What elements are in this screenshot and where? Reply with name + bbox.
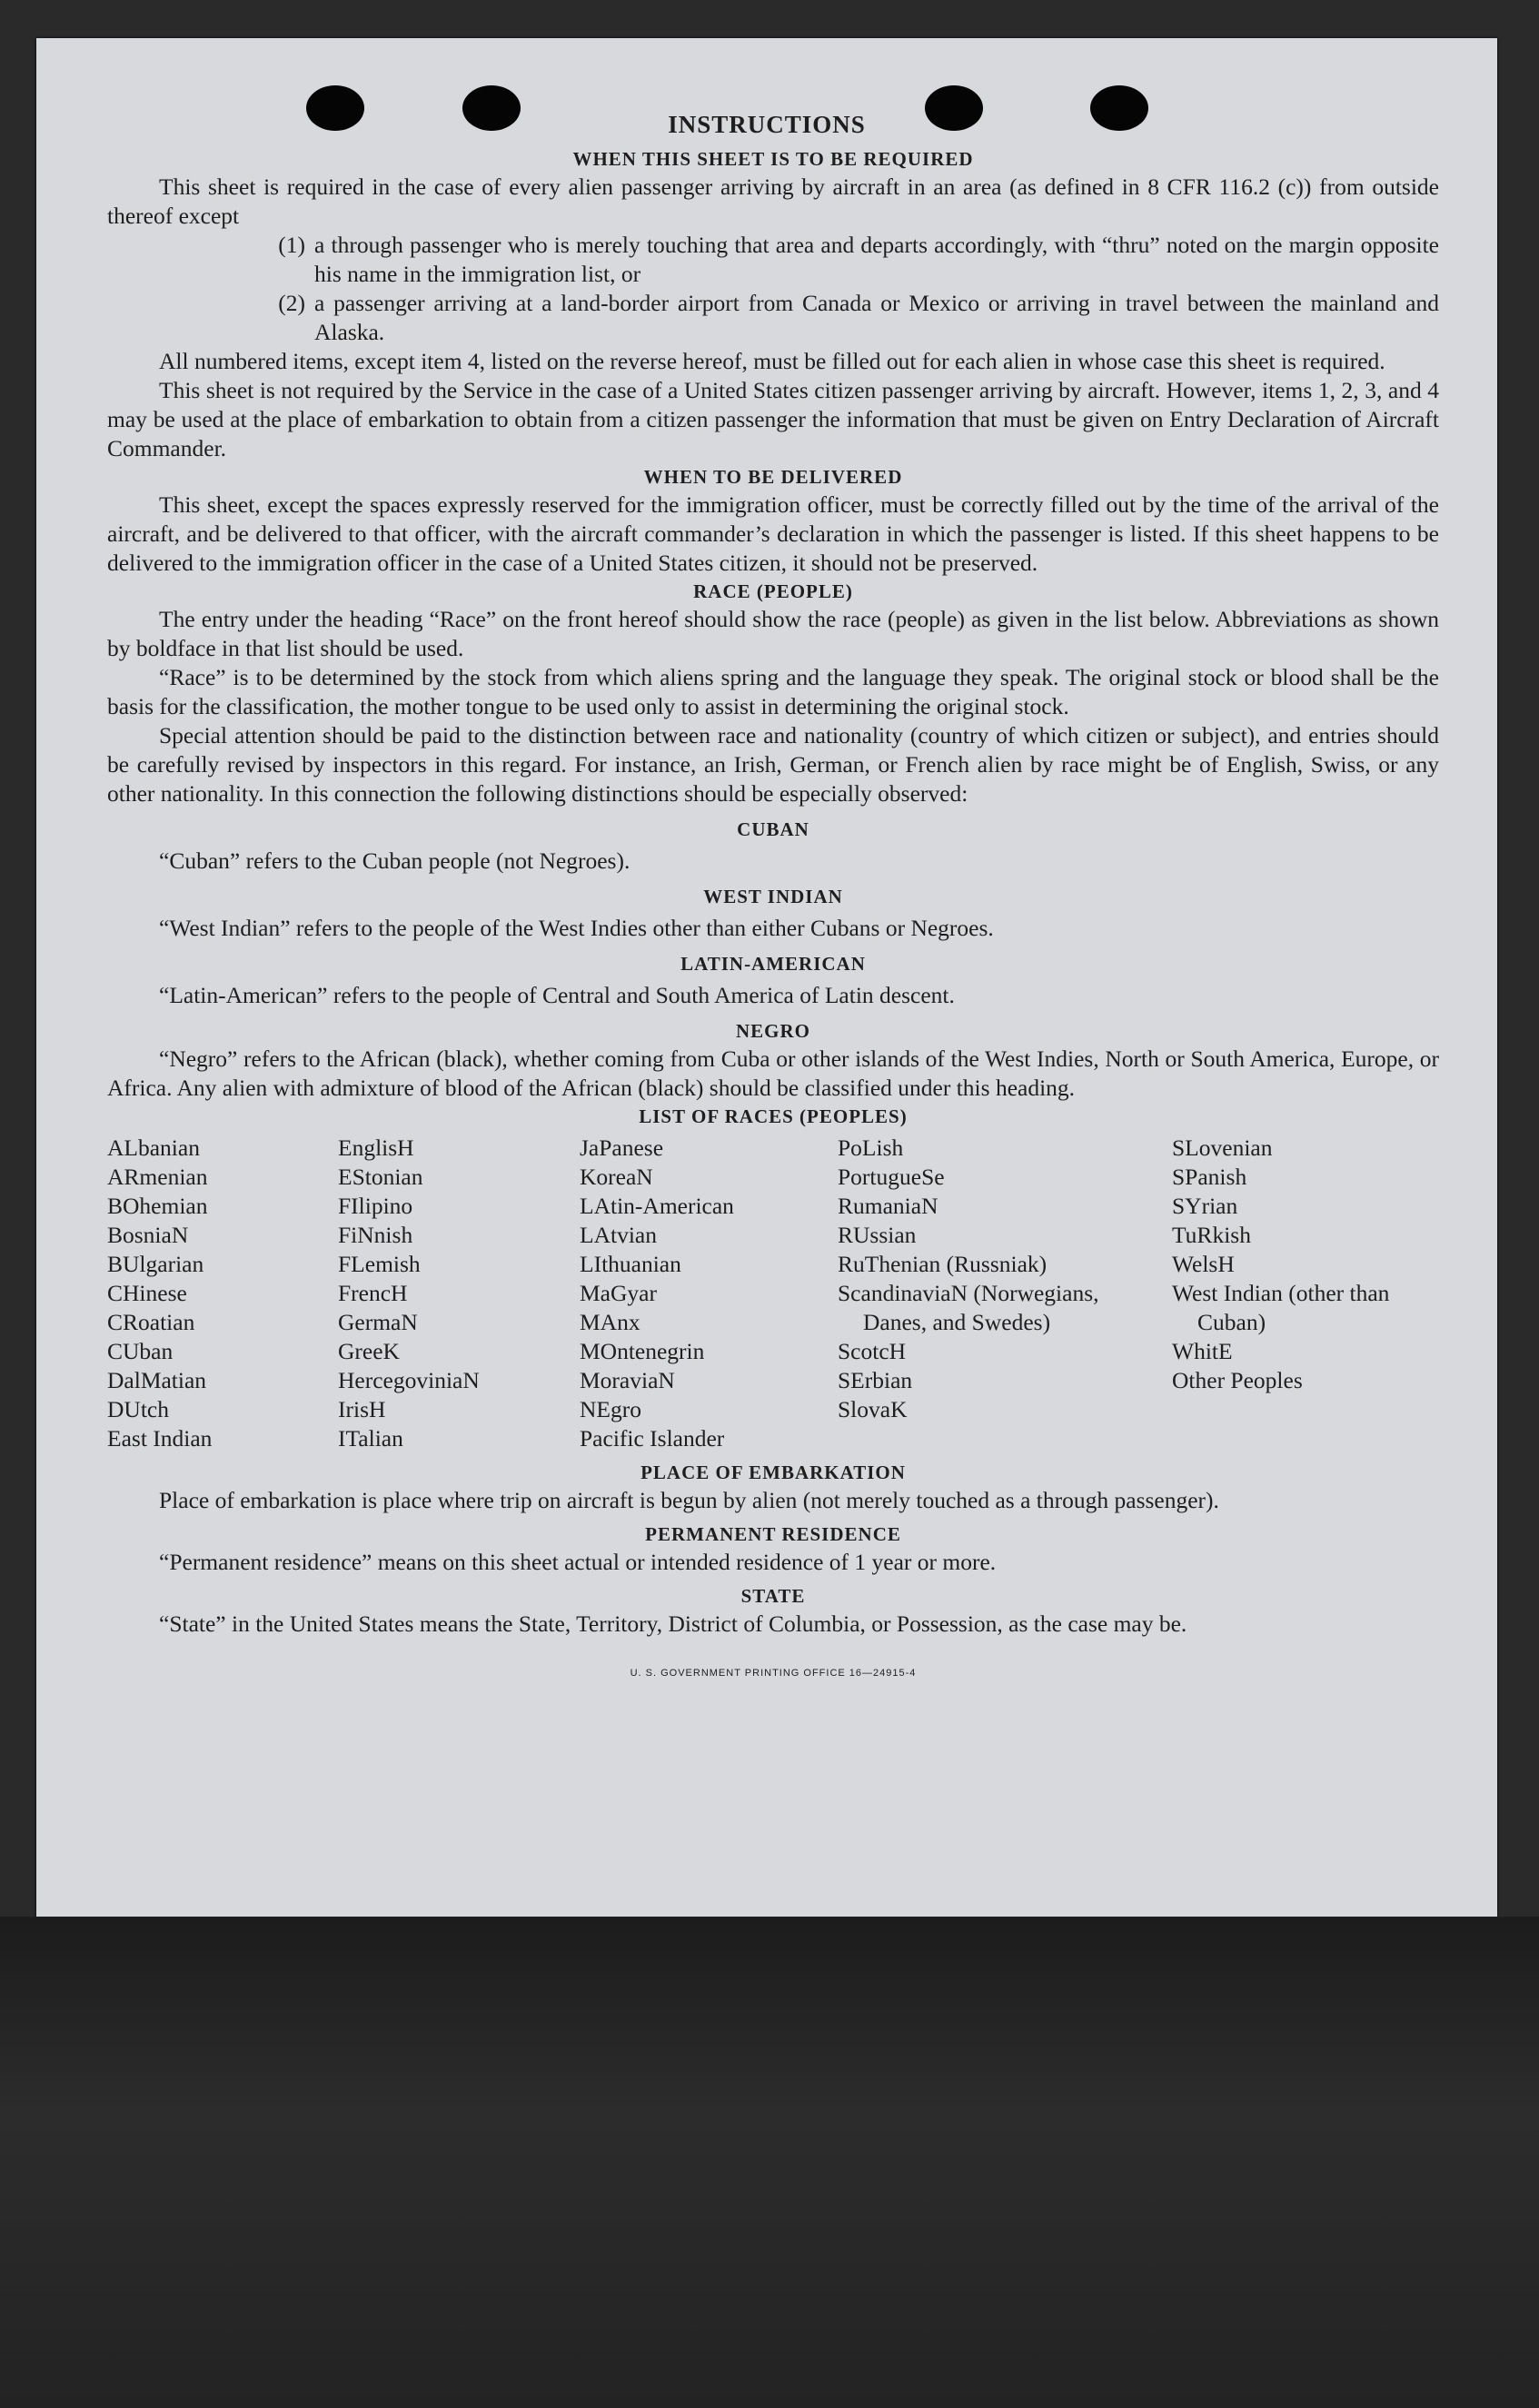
paragraph: “Cuban” refers to the Cuban people (not Negroes). bbox=[159, 847, 630, 874]
race-item: SYrian bbox=[1172, 1193, 1238, 1219]
race-item: BOhemian bbox=[107, 1193, 208, 1219]
race-item: CRoatian bbox=[107, 1309, 195, 1335]
race-item: FiNnish bbox=[338, 1222, 413, 1248]
race-item: HercegoviniaN bbox=[338, 1367, 480, 1393]
race-item: SErbian bbox=[838, 1367, 913, 1393]
page-title: INSTRUCTIONS bbox=[668, 111, 866, 138]
instructions-body bbox=[107, 145, 1439, 1688]
race-item: GermaN bbox=[338, 1309, 418, 1335]
race-item: PoLish bbox=[838, 1135, 904, 1161]
paragraph: “West Indian” refers to the people of the West Indies other than either Cubans or Negroes. bbox=[159, 915, 994, 941]
section-heading: PERMANENT RESIDENCE bbox=[645, 1523, 901, 1545]
race-item: RumaniaN bbox=[838, 1193, 938, 1219]
race-item: BUlgarian bbox=[107, 1251, 204, 1277]
race-column bbox=[338, 1134, 580, 1453]
document-page bbox=[36, 38, 1497, 1917]
paragraph: All numbered items, except item 4, listed on the reverse hereof, must be filled out for each alien in whose case this sheet is required. bbox=[159, 348, 1385, 374]
section-heading: NEGRO bbox=[735, 1020, 810, 1042]
paragraph: “Negro” refers to the African (black), whether coming from Cuba or other islands of the West Indies, North or South America, Europe, or Africa. Any alien with admixture of blood of the African (black) should be classified under this heading. bbox=[107, 1045, 1439, 1101]
race-column bbox=[107, 1134, 338, 1453]
race-item: SlovaK bbox=[838, 1396, 908, 1422]
race-item: FrencH bbox=[338, 1280, 408, 1306]
race-list bbox=[107, 1134, 1439, 1453]
paragraph: Special attention should be paid to the distinction between race and nationality (country of which citizen or subject), and entries should be carefully revised by inspectors in this regard. For instance, an Irish, German, or French alien by race might be of English, Swiss, or any other nationality. In this connection the following distinctions should be especially observed: bbox=[107, 722, 1439, 807]
race-column bbox=[838, 1134, 1103, 1453]
race-item: SPanish bbox=[1172, 1164, 1247, 1190]
list-item: (1) a through passenger who is merely touching that area and departs accordingly, with “thru” noted on the margin opposite his name in the immigration list, or bbox=[278, 232, 1439, 287]
race-item: LAtvian bbox=[580, 1222, 657, 1248]
race-item: BosniaN bbox=[107, 1222, 189, 1248]
race-item: ALbanian bbox=[107, 1135, 200, 1161]
paragraph: The entry under the heading “Race” on the front hereof should show the race (people) as given in the list below. Abbreviations as shown by boldface in that list should be used. bbox=[107, 606, 1439, 661]
race-item: DalMatian bbox=[107, 1367, 207, 1393]
race-item: WelsH bbox=[1172, 1251, 1235, 1277]
race-item: ARmenian bbox=[107, 1164, 208, 1190]
race-item: TuRkish bbox=[1172, 1222, 1251, 1248]
race-item: LIthuanian bbox=[580, 1251, 681, 1277]
race-item: KoreaN bbox=[580, 1164, 653, 1190]
race-column bbox=[1172, 1134, 1408, 1453]
section-heading: RACE (PEOPLE) bbox=[693, 580, 853, 602]
race-item: EnglisH bbox=[338, 1135, 414, 1161]
section-heading: WHEN THIS SHEET IS TO BE REQUIRED bbox=[572, 148, 974, 170]
race-item: CUban bbox=[107, 1338, 174, 1364]
race-item: Pacific Islander bbox=[580, 1425, 725, 1452]
race-item: GreeK bbox=[338, 1338, 400, 1364]
scan-background bbox=[0, 1917, 1539, 2408]
paragraph: This sheet, except the spaces expressly reserved for the immigration officer, must be correctly filled out by the time of the arrival of the aircraft, and be delivered to that officer, with the aircraft commander’s declaration in which the passenger is listed. If this sheet happens to be delivered to the immigration officer in the case of a United States citizen, it should not be preserved. bbox=[107, 491, 1439, 576]
list-item: (2) a passenger arriving at a land-border airport from Canada or Mexico or arriving in travel between the mainland and Alaska. bbox=[278, 290, 1439, 345]
race-item: RuThenian (Russniak) bbox=[838, 1251, 1048, 1277]
section-heading: PLACE OF EMBARKATION bbox=[640, 1462, 906, 1483]
race-item: SLovenian bbox=[1172, 1135, 1273, 1161]
paragraph: This sheet is required in the case of every alien passenger arriving by aircraft in an area (as defined in 8 CFR 116.2 (c)) from outside thereof except bbox=[107, 173, 1439, 229]
section-heading: WEST INDIAN bbox=[703, 886, 843, 907]
race-item: ScandinaviaN (Norwegians, Danes, and Swedes) bbox=[838, 1280, 1099, 1335]
race-item: Other Peoples bbox=[1172, 1367, 1303, 1393]
section-heading: WHEN TO BE DELIVERED bbox=[643, 466, 903, 488]
race-item: IrisH bbox=[338, 1396, 386, 1422]
paragraph: “Latin-American” refers to the people of Central and South America of Latin descent. bbox=[159, 982, 955, 1008]
race-item: ScotcH bbox=[838, 1338, 907, 1364]
race-item: FLemish bbox=[338, 1251, 421, 1277]
race-item: MOntenegrin bbox=[580, 1338, 705, 1364]
race-item: WhitE bbox=[1172, 1338, 1233, 1364]
race-item: MoraviaN bbox=[580, 1367, 675, 1393]
paragraph: “Race” is to be determined by the stock from which aliens spring and the language they speak. The original stock or blood shall be the basis for the classification, the mother tongue to be used only to assist in determining the original stock. bbox=[107, 664, 1439, 719]
paragraph: “State” in the United States means the State, Territory, District of Columbia, or Possession, as the case may be. bbox=[159, 1610, 1187, 1637]
paragraph: “Permanent residence” means on this sheet actual or intended residence of 1 year or more. bbox=[159, 1549, 997, 1575]
race-column bbox=[580, 1134, 838, 1453]
race-item: MaGyar bbox=[580, 1280, 657, 1306]
race-item: FIlipino bbox=[338, 1193, 413, 1219]
race-item: EStonian bbox=[338, 1164, 423, 1190]
race-item: NEgro bbox=[580, 1396, 641, 1422]
race-item: LAtin-American bbox=[580, 1193, 734, 1219]
race-item: ITalian bbox=[338, 1425, 403, 1452]
paragraph: This sheet is not required by the Service in the case of a United States citizen passenger arriving by aircraft. However, items 1, 2, 3, and 4 may be used at the place of embarkation to obtain from a citizen passenger the information that must be given on Entry Declaration of Aircraft Commander. bbox=[107, 377, 1439, 461]
section-heading: STATE bbox=[740, 1585, 806, 1607]
race-item: MAnx bbox=[580, 1309, 640, 1335]
race-item: West Indian (other than Cuban) bbox=[1172, 1280, 1390, 1335]
race-item: East Indian bbox=[107, 1425, 213, 1452]
race-item: RUssian bbox=[838, 1222, 917, 1248]
printer-imprint: U. S. GOVERNMENT PRINTING OFFICE 16—24915-4 bbox=[630, 1668, 917, 1679]
race-item: CHinese bbox=[107, 1280, 187, 1306]
section-heading: LIST OF RACES (PEOPLES) bbox=[639, 1105, 908, 1127]
section-heading: LATIN-AMERICAN bbox=[680, 953, 866, 975]
race-item: PortugueSe bbox=[838, 1164, 945, 1190]
race-item: JaPanese bbox=[580, 1135, 664, 1161]
paragraph: Place of embarkation is place where trip on aircraft is begun by alien (not merely touched as a through passenger). bbox=[159, 1487, 1219, 1513]
race-item: DUtch bbox=[107, 1396, 169, 1422]
section-heading: CUBAN bbox=[737, 818, 809, 840]
